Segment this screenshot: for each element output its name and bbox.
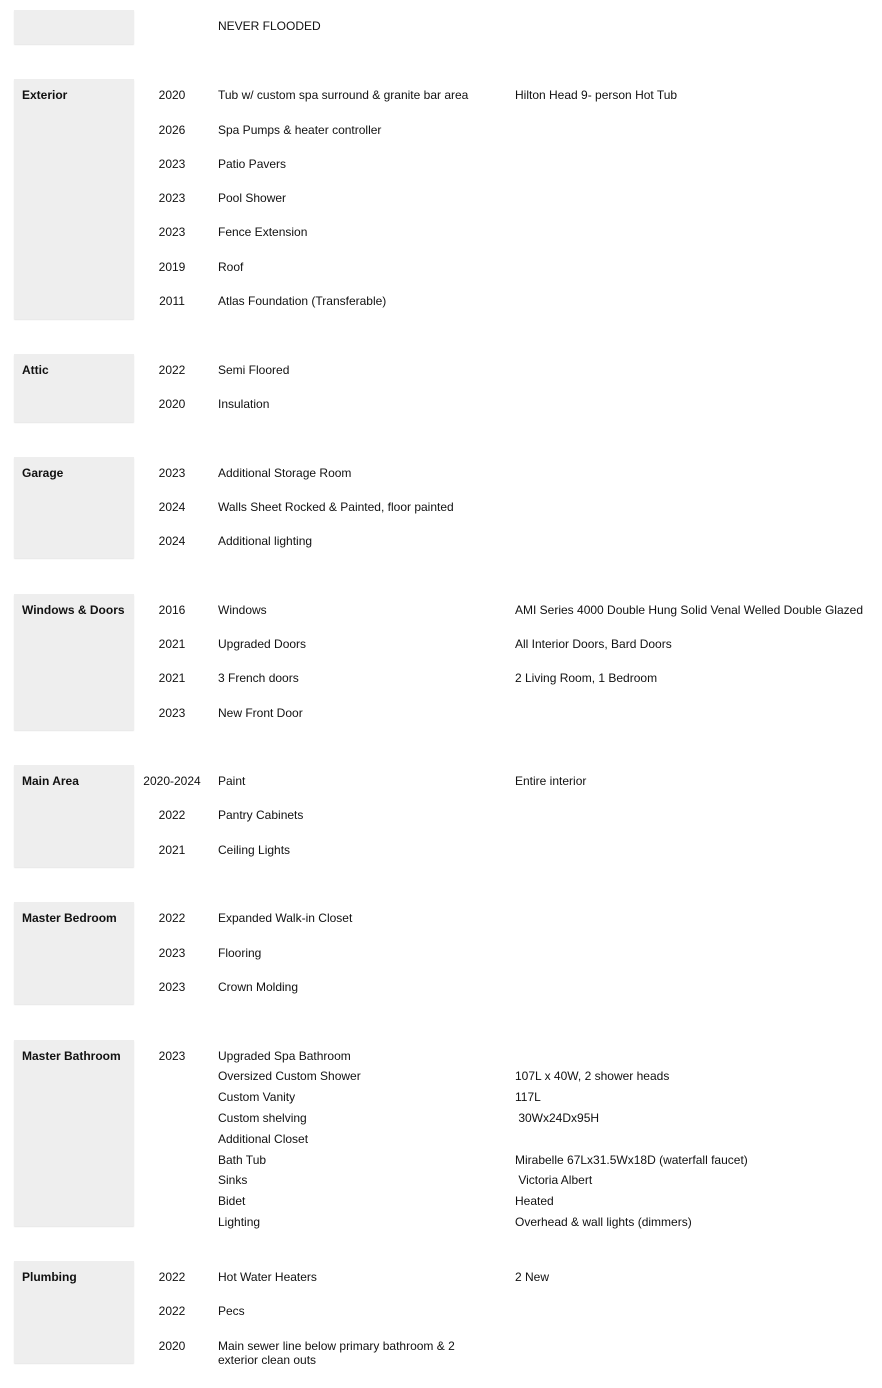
section-label-master-bedroom: Master Bedroom (22, 911, 117, 925)
row-item: Patio Pavers (218, 157, 287, 171)
section-label-windows-doors: Windows & Doors (22, 603, 125, 617)
section-label-attic: Attic (22, 363, 49, 377)
row-item: Additional Closet (218, 1132, 309, 1146)
row-year: 2023 (158, 157, 186, 171)
row-year: 2021 (158, 637, 186, 651)
section-label-main-area: Main Area (22, 774, 79, 788)
row-note: Mirabelle 67Lx31.5Wx18D (waterfall faucet) (515, 1153, 748, 1167)
section-label-plumbing: Plumbing (22, 1270, 77, 1284)
row-year: 2023 (158, 1049, 186, 1063)
row-item: Bidet (218, 1194, 246, 1208)
row-item: Custom shelving (218, 1111, 307, 1125)
row-note: Victoria Albert (515, 1173, 593, 1187)
row-item: Expanded Walk-in Closet (218, 911, 353, 925)
row-item: Oversized Custom Shower (218, 1069, 361, 1083)
section-label-exterior: Exterior (22, 88, 68, 102)
row-item: Windows (218, 603, 267, 617)
row-item: Additional Storage Room (218, 466, 352, 480)
row-year: 2020 (158, 1339, 186, 1353)
row-item: Atlas Foundation (Transferable) (218, 294, 387, 308)
row-item: Flooring (218, 946, 262, 960)
row-note: 117L (515, 1090, 541, 1104)
row-item: Crown Molding (218, 980, 299, 994)
row-year: 2024 (158, 500, 186, 514)
row-note: 2 New (515, 1270, 550, 1284)
row-year: 2022 (158, 911, 186, 925)
row-item: Walls Sheet Rocked & Painted, floor painted (218, 500, 454, 514)
row-note: 30Wx24Dx95H (515, 1111, 600, 1125)
row-note: All Interior Doors, Bard Doors (515, 637, 672, 651)
row-year: 2022 (158, 808, 186, 822)
row-year: 2022 (158, 363, 186, 377)
row-year: 2016 (158, 603, 186, 617)
row-year: 2021 (158, 843, 186, 857)
row-item: Tub w/ custom spa surround & granite bar area (218, 88, 469, 102)
row-year: 2011 (159, 294, 185, 308)
row-item: 3 French doors (218, 671, 299, 685)
row-item: Upgraded Doors (218, 637, 307, 651)
row-note: 107L x 40W, 2 shower heads (515, 1069, 670, 1083)
intro-text: NEVER FLOODED (218, 19, 321, 33)
row-year: 2024 (158, 534, 186, 548)
row-item: Upgraded Spa Bathroom (218, 1049, 351, 1063)
row-item: Custom Vanity (218, 1090, 296, 1104)
row-year: 2026 (158, 123, 186, 137)
row-year: 2020-2024 (143, 774, 201, 788)
row-item: Semi Floored (218, 363, 290, 377)
row-item: Pecs (218, 1304, 245, 1318)
row-item: Main sewer line below primary bathroom & 2 exterior clean outs (218, 1339, 455, 1367)
row-year: 2022 (158, 1270, 186, 1284)
row-year: 2023 (158, 946, 186, 960)
section-box-exterior (14, 79, 134, 319)
row-note: Heated (515, 1194, 554, 1208)
row-item: Roof (218, 260, 244, 274)
row-item: New Front Door (218, 706, 303, 720)
row-year: 2022 (158, 1304, 186, 1318)
row-year: 2020 (158, 88, 186, 102)
row-item: Fence Extension (218, 225, 308, 239)
row-item: Spa Pumps & heater controller (218, 123, 382, 137)
row-year: 2023 (158, 980, 186, 994)
row-item: Additional lighting (218, 534, 313, 548)
row-year: 2023 (158, 466, 186, 480)
row-item: Lighting (218, 1215, 261, 1229)
section-box-intro (14, 10, 134, 44)
row-year: 2023 (158, 225, 186, 239)
row-note: Overhead & wall lights (dimmers) (515, 1215, 692, 1229)
row-note: 2 Living Room, 1 Bedroom (515, 671, 658, 685)
row-year: 2023 (158, 706, 186, 720)
section-label-garage: Garage (22, 466, 64, 480)
row-item: Insulation (218, 397, 270, 411)
row-note: Hilton Head 9- person Hot Tub (515, 88, 678, 102)
row-note: AMI Series 4000 Double Hung Solid Venal Welled Double Glazed (515, 603, 863, 617)
row-year: 2019 (158, 260, 186, 274)
row-item: Paint (218, 774, 246, 788)
section-label-master-bathroom: Master Bathroom (22, 1049, 121, 1063)
row-year: 2021 (158, 671, 186, 685)
section-box-master-bathroom (14, 1040, 134, 1226)
row-item: Bath Tub (218, 1153, 267, 1167)
row-year: 2020 (158, 397, 186, 411)
row-item: Pool Shower (218, 191, 287, 205)
row-item: Ceiling Lights (218, 843, 291, 857)
row-note: Entire interior (515, 774, 587, 788)
row-item: Pantry Cabinets (218, 808, 304, 822)
row-year: 2023 (158, 191, 186, 205)
row-item: Hot Water Heaters (218, 1270, 317, 1284)
row-item: Sinks (218, 1173, 248, 1187)
